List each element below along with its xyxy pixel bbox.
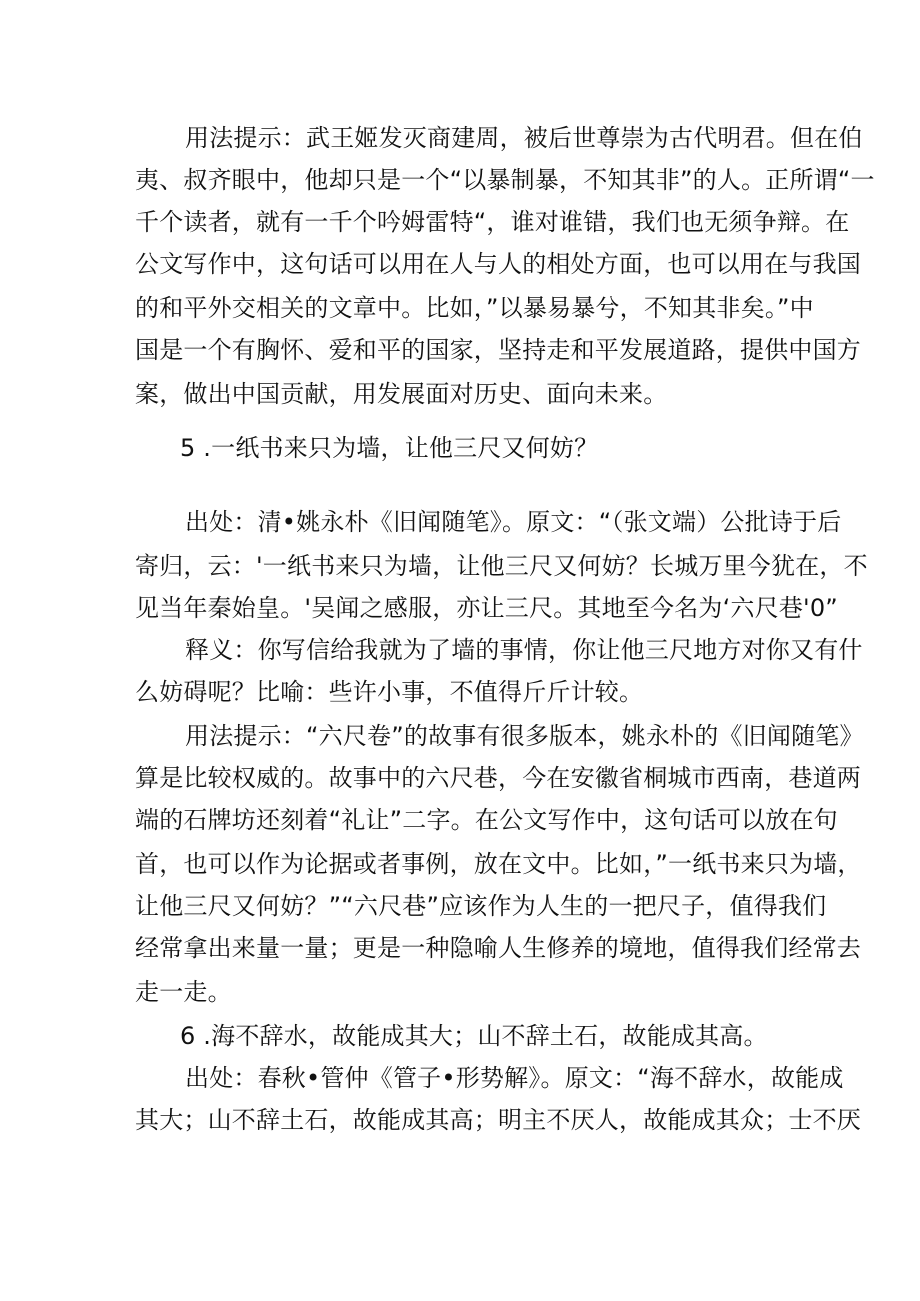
paragraph-line: 走一走。	[135, 978, 232, 1006]
paragraph-line: 寄归，云：'一纸书来只为墙，让他三尺又何妨？长城万里今犹在，不	[135, 552, 868, 580]
paragraph-line: 案，做出中国贡献，用发展面对历史、面向未来。	[135, 380, 668, 408]
paragraph-line: 么妨碍呢？比喻：些许小事，不值得斤斤计较。	[135, 678, 644, 706]
paragraph-line: 的和平外交相关的文章中。比如，”以暴易暴兮，不知其非矣。”中	[135, 294, 814, 322]
paragraph-line: 出处：春秋•管仲《管子•形势解》。原文：“海不辞水，故能成	[185, 1064, 844, 1092]
paragraph-line: 算是比较权威的。故事中的六尺巷，今在安徽省桐城市西南，巷道两	[135, 764, 861, 792]
paragraph-line: 首，也可以作为论据或者事例，放在文中。比如，”一纸书来只为墙，	[135, 850, 862, 878]
paragraph-line: 国是一个有胸怀、爱和平的国家，坚持走和平发展道路，提供中国方	[135, 336, 861, 364]
paragraph-line: 出处：清•姚永朴《旧闻随笔》。原文：“（张文端）公批诗于后	[185, 508, 842, 536]
paragraph-line: 公文写作中，这句话可以用在人与人的相处方面，也可以用在与我国	[135, 250, 861, 278]
paragraph-line: 用法提示：武王姬发灭商建周，被后世尊崇为古代明君。但在伯	[185, 124, 863, 152]
paragraph-line: 夷、叔齐眼中，他却只是一个“以暴制暴，不知其非”的人。正所谓“一	[135, 166, 875, 194]
paragraph-line: 用法提示：“六尺卷”的故事有很多版本，姚永朴的《旧闻随笔》	[185, 722, 864, 750]
paragraph-line: 让他三尺又何妨？”“六尺巷”应该作为人生的一把尺子，值得我们	[135, 892, 827, 920]
paragraph-line: 见当年秦始皇。'吴闻之感服，亦让三尺。其地至今名为‘六尺巷'0”	[135, 594, 838, 622]
paragraph-line: 千个读者，就有一千个吟姆雷特“，谁对谁错，我们也无须争辩。在	[135, 208, 850, 236]
paragraph-line: 其大；山不辞土石，故能成其高；明主不厌人，故能成其众；士不厌	[135, 1106, 861, 1134]
paragraph-line: 释义：你写信给我就为了墙的事情，你让他三尺地方对你又有什	[185, 636, 863, 664]
paragraph-line: 端的石牌坊还刻着“礼让”二字。在公文写作中，这句话可以放在句	[135, 806, 838, 834]
paragraph-line: 经常拿出来量一量；更是一种隐喻人生修养的境地，值得我们经常去	[135, 934, 861, 962]
section-heading-6: 6 .海不辞水，故能成其大；山不辞土石，故能成其高。	[180, 1022, 768, 1050]
section-heading-5: 5 .一纸书来只为墙，让他三尺又何妨？	[180, 434, 599, 462]
